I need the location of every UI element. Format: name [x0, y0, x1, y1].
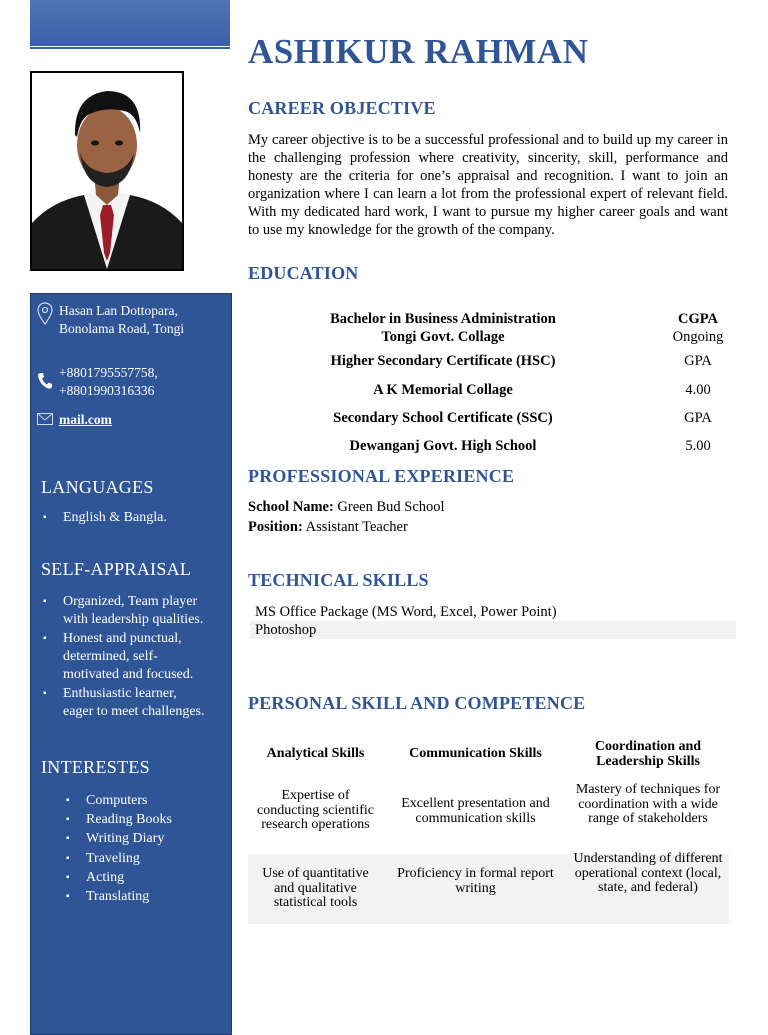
competence-cell: Expertise of conducting scientific research operations — [256, 788, 375, 832]
competence-cell: Understanding of different operational context (local, state, and federal) — [573, 851, 723, 895]
self-appraisal-heading: SELF-APPRAISAL — [41, 559, 192, 579]
school-value: Green Bud School — [337, 499, 445, 515]
language-item: ▪ English & Bangla. — [43, 510, 167, 525]
interest-item: ▪ Writing Diary — [66, 831, 165, 847]
education-degree: Bachelor in Business Administration — [330, 311, 556, 327]
sidebar — [30, 293, 232, 1035]
phone-text — [59, 364, 158, 400]
self-appraisal-list — [41, 593, 204, 721]
technical-skills-heading: TECHNICAL SKILLS — [248, 570, 429, 590]
education-degree: Higher Secondary Certificate (HSC) — [330, 353, 556, 369]
email-link[interactable]: mail.com — [59, 412, 112, 427]
interest-text: Reading Books — [86, 812, 172, 828]
career-objective-heading: CAREER OBJECTIVE — [248, 98, 436, 118]
appraisal-line: Enthusiastic learner, — [63, 686, 177, 701]
header-accent-bar — [30, 0, 230, 46]
languages-list — [41, 509, 167, 527]
career-objective-text: My career objective is to be a successful professional and to build up my career in the challenging profession where creativity, sincerity, skill, performance and honesty are the criteria for one’s appraisal and recognition. I want to join an organization where I can learn a lot from the professional expert of relevant field. With my dedicated hard work, I want to pursue my higher career goals and want to use my knowledge for the growth of the company. — [248, 132, 728, 238]
technical-skill-item: MS Office Package (MS Word, Excel, Power Point) — [250, 603, 736, 621]
education-degree: Secondary School Certificate (SSC) — [333, 410, 553, 426]
position-value: Assistant Teacher — [305, 519, 408, 535]
interest-text: Traveling — [86, 850, 140, 866]
experience-heading: PROFESSIONAL EXPERIENCE — [248, 466, 515, 486]
interest-text: Acting — [86, 869, 125, 885]
interest-item: ▪ Traveling — [66, 850, 140, 866]
competence-cell: Use of quantitative and qualitative statistical tools — [262, 866, 369, 910]
interest-text: Translating — [86, 889, 150, 905]
competence-header: Analytical Skills — [266, 746, 365, 761]
interest-item: ▪ Computers — [66, 793, 148, 808]
education-institution: A K Memorial Collage — [373, 382, 513, 398]
education-grade-label: CGPA — [677, 311, 718, 327]
technical-skill-item: Photoshop — [250, 621, 736, 639]
interest-item: ▪ Translating — [66, 889, 150, 905]
interests-heading: INTERESTES — [41, 757, 150, 777]
school-label: School Name: — [248, 499, 334, 515]
position-label: Position: — [248, 519, 303, 535]
education-institution: Tongi Govt. Collage — [381, 329, 505, 345]
appraisal-line: Honest and punctual, — [63, 631, 182, 646]
interests-list — [64, 791, 172, 906]
appraisal-item: ▪ Organized, Team player with leadership qualities. — [43, 594, 204, 627]
location-pin-icon — [37, 302, 55, 331]
interest-text: Writing Diary — [86, 831, 165, 847]
address-line-1: Hasan Lan Dottopara, — [59, 303, 178, 318]
education-grade: 4.00 — [685, 382, 711, 398]
profile-photo — [30, 71, 184, 271]
appraisal-item: ▪ Honest and punctual, determined, self- motivated and focused. — [41, 630, 204, 684]
address-text — [59, 302, 184, 338]
competence-cell: Excellent presentation and communication skills — [401, 796, 550, 826]
education-grade: 5.00 — [685, 438, 711, 454]
education-grade: Ongoing — [672, 329, 724, 345]
profile-photo-image — [32, 73, 182, 269]
phone-1: +8801795557758, — [59, 365, 158, 380]
competence-header: Communication Skills — [409, 746, 542, 761]
experience-school — [248, 499, 445, 516]
phone-icon — [37, 372, 55, 395]
phone-2: +8801990316336 — [59, 383, 155, 398]
languages-heading: LANGUAGES — [41, 477, 154, 497]
interest-text: Computers — [86, 793, 148, 808]
competence-cell: Mastery of techniques for coordination with a wide range of stakeholders — [575, 782, 721, 826]
education-institution: Dewanganj Govt. High School — [349, 438, 537, 454]
experience-position — [248, 519, 408, 536]
competence-cell: Proficiency in formal report writing — [397, 866, 554, 896]
address-line-2: Bonolama Road, Tongi — [59, 321, 185, 336]
appraisal-item: ▪ Enthusiastic learner, eager to meet challenges. — [43, 686, 205, 719]
education-grade-label: GPA — [684, 353, 712, 369]
appraisal-line: with leadership qualities. — [63, 612, 204, 627]
candidate-name: ASHIKUR RAHMAN — [248, 32, 589, 71]
interest-item: ▪ Reading Books — [66, 812, 172, 828]
appraisal-line: determined, self- — [63, 649, 158, 664]
education-heading: EDUCATION — [248, 263, 359, 283]
education-grade-label: GPA — [684, 410, 712, 426]
competence-header: Coordination and Leadership Skills — [594, 739, 702, 769]
interest-item: ▪ Acting — [66, 869, 125, 885]
language-text: English & Bangla. — [63, 510, 167, 525]
appraisal-line: Organized, Team player — [63, 594, 198, 609]
appraisal-line: eager to meet challenges. — [63, 704, 205, 719]
envelope-icon — [37, 411, 55, 430]
appraisal-line: motivated and focused. — [63, 667, 194, 682]
personal-skills-heading: PERSONAL SKILL AND COMPETENCE — [248, 693, 586, 713]
